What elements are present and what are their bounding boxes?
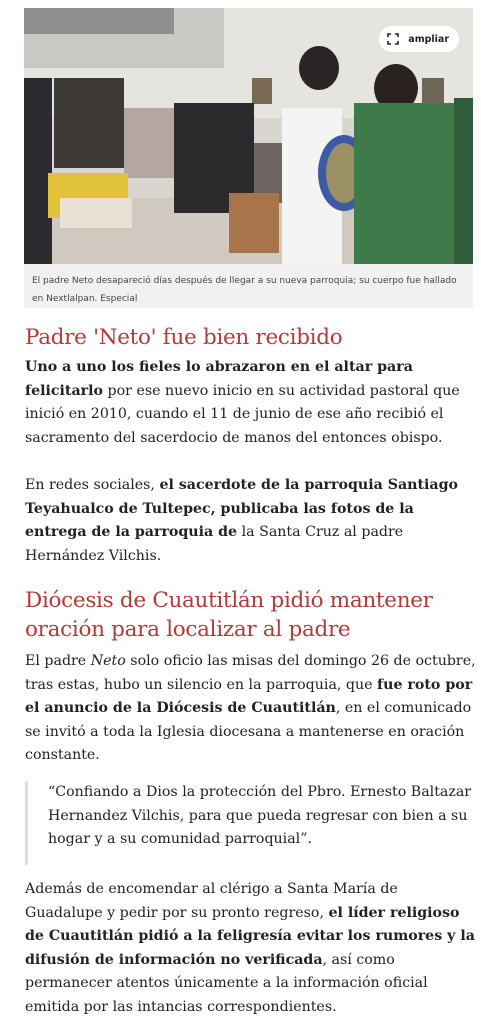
article-figure <box>24 8 473 308</box>
expand-label: ampliar <box>408 33 449 45</box>
p2-bold: el sacerdote de la parroquia Santiago Teyahualco de Tultepec, publicaba las fotos de la entrega de la parroquia de <box>25 477 458 540</box>
paragraph-3 <box>25 650 477 768</box>
p3-bold: fue roto por el anuncio de la Diócesis de Cuautitlán <box>25 676 473 716</box>
p4-text-b: , así como permanecer atentos únicamente a la información oficial emitida por las intancias correspondientes. <box>25 951 428 1015</box>
p3-text-a: El padre <box>25 653 91 669</box>
expand-icon <box>387 33 399 45</box>
paragraph-1 <box>25 356 477 450</box>
p4-text-a: Además de encomendar al clérigo a Santa María de Guadalupe y pedir por su pronto regreso, <box>25 881 398 921</box>
section-heading-bien-recibido: Padre 'Neto' fue bien recibido <box>25 325 343 350</box>
article-photo[interactable] <box>24 8 473 264</box>
p2-text-a: En redes sociales, <box>25 477 160 493</box>
p1-text: por ese nuevo inicio en su actividad pastoral que inició en 2010, cuando el 11 de junio de ese año recibió el sacramento del sacerdocio de manos del entonces obispo. <box>25 382 460 446</box>
p2-text-b: la Santa Cruz al padre Hernández Vilchis. <box>25 524 404 564</box>
paragraph-4 <box>25 878 477 1019</box>
paragraph-2 <box>25 474 477 568</box>
p4-bold: el líder religioso de Cuautitlán pidió a la feligresía evitar los rumores y la difusión de información no verificada <box>25 904 475 968</box>
p3-text-c: , en el comunicado se invitó a toda la Iglesia diocesana a mantenerse en oración constante. <box>25 700 472 763</box>
blockquote <box>25 781 477 865</box>
p1-bold: Uno a uno los fieles lo abrazaron en el altar para felicitarlo <box>25 359 413 399</box>
section-heading-diocesis: Diócesis de Cuautitlán pidió mantener oración para localizar al padre <box>25 588 433 642</box>
quote-text: “Confiando a Dios la protección del Pbro. Ernesto Baltazar Hernandez Vilchis, para que pueda regresar con bien a su hogar y a su comunidad parroquial”. <box>48 784 472 847</box>
expand-image-button[interactable] <box>379 26 459 52</box>
p3-italic-name: Neto <box>90 653 126 669</box>
image-caption: El padre Neto desapareció días después de llegar a su nueva parroquia; su cuerpo fue hallado en Nextlalpan. Especial <box>32 276 457 304</box>
p3-text-b: solo oficio las misas del domingo 26 de octubre, tras estas, hubo un silencio en la parroquia, que <box>25 653 476 693</box>
